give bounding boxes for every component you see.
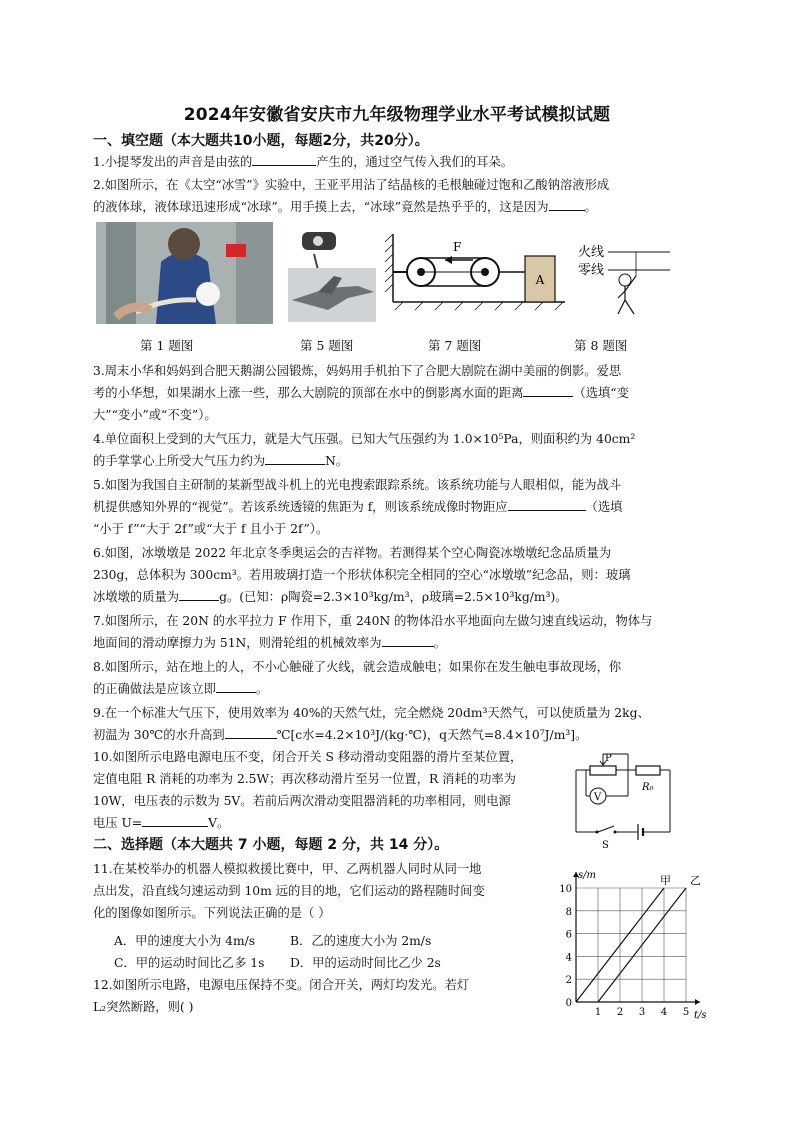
x-tick-label: 3 — [638, 1007, 646, 1018]
series-label-1: 乙 — [690, 874, 701, 887]
question-11 — [93, 858, 543, 924]
q6-line-1: 6.如图，冰墩墩是 2022 年北京冬季奥运会的吉祥物。若测得某个空心陶瓷冰墩墩纪念品质量为 — [93, 546, 612, 560]
q4-text-b: N。 — [325, 454, 349, 468]
q2-line-1: 2.如图所示，在《太空“冰雪”》实验中，王亚平用沾了结晶核的毛根触碰过饱和乙酸钠溶液形成 — [93, 178, 610, 192]
force-f-label: F — [453, 240, 462, 254]
q11-option-a[interactable]: A．甲的速度大小为 4m/s — [114, 934, 256, 948]
question-12 — [93, 974, 543, 1018]
answer-blank[interactable] — [252, 153, 316, 166]
x-tick-label: 5 — [682, 1007, 690, 1018]
figure-7-pulley — [385, 234, 565, 314]
q8-text-a: 的正确做法是应该立即 — [93, 682, 216, 696]
x-tick-label: 2 — [616, 1007, 624, 1018]
q6-line-2: 230g，总体积为 300cm³。若用玻璃打造一个形状体积完全相同的空心“冰墩墩”纪念品，则：玻璃 — [93, 568, 631, 582]
q4-line-1: 4.单位面积上受到的大气压力，就是大气压强。已知大气压强约为 1.0×10⁵Pa，则面积约为 40cm² — [93, 432, 636, 446]
y-tick-label: 10 — [559, 884, 572, 895]
question-2 — [93, 174, 703, 218]
question-3 — [93, 360, 703, 426]
q9-text-b: ℃[c水=4.2×10³J/(kg·℃)，q天然气=8.4×10⁷J/m³]。 — [276, 728, 588, 742]
x-tick-label: 4 — [660, 1007, 668, 1018]
q5-line-3: “小于 f”“大于 2f”或“大于 f 且小于 2f”）。 — [93, 522, 329, 536]
y-axis-label: s/m — [578, 870, 596, 881]
q11-option-d[interactable]: D．甲的运动时间比乙少 2s — [290, 956, 441, 970]
answer-blank[interactable] — [265, 452, 325, 465]
section-fill-in-heading: 一、填空题（本大题共10小题，每题2分，共20分）。 — [93, 133, 429, 149]
x-axis-arrow — [695, 999, 700, 1005]
y-tick-label: 2 — [565, 975, 572, 987]
question-6 — [93, 542, 703, 608]
q6-text-b: g。(已知：ρ陶瓷=2.3×10³kg/m³，ρ玻璃=2.5×10³kg/m³)。 — [219, 590, 568, 604]
answer-blank[interactable] — [142, 814, 208, 827]
block-a-label: A — [535, 273, 545, 287]
answer-blank[interactable] — [508, 498, 586, 511]
y-tick-label: 6 — [565, 929, 572, 941]
series-label-0: 甲 — [660, 874, 671, 887]
y-tick-label: 4 — [565, 952, 572, 964]
q10-line-1: 10.如图所示电路电源电压不变，闭合开关 S 移动滑动变阻器的滑片至某位置， — [93, 750, 523, 764]
q5-line-1: 5.如图为我国自主研制的某新型战斗机上的光电搜索跟踪系统。该系统功能与人眼相似，能为战斗 — [93, 478, 622, 492]
q9-line-1: 9.在一个标准大气压下，使用效率为 40%的天然气灶，完全燃烧 20dm³天然气，可以使质量为 2kg、 — [93, 706, 650, 720]
live-wire-label: 火线 — [578, 245, 605, 260]
q6-text-a: 冰墩墩的质量为 — [93, 590, 180, 604]
answer-blank[interactable] — [549, 198, 585, 211]
exam-title: 2024年安徽省安庆市九年级物理学业水平考试模拟试题 — [183, 105, 611, 125]
voltmeter-label: V — [594, 792, 602, 803]
figure-1-caption: 第 1 题图 — [140, 338, 194, 353]
figure-5-image — [288, 228, 376, 322]
q8-text-b: 。 — [255, 682, 269, 696]
answer-blank[interactable] — [523, 384, 573, 397]
switch-s-label: S — [602, 840, 609, 851]
astronaut-illustration — [96, 222, 273, 324]
question-1 — [93, 151, 703, 173]
q10-text-a: 电压 U= — [93, 816, 143, 830]
x-axis-label: t/s — [694, 1010, 707, 1021]
figure-8-caption: 第 8 题图 — [574, 338, 628, 353]
question-5 — [93, 474, 703, 540]
question-4 — [93, 428, 703, 472]
q10-line-3: 10W，电压表的示数为 5V。若前后两次滑动变阻器消耗的功率相同，则电源 — [93, 794, 511, 808]
resistor-r0-label: R₀ — [642, 782, 654, 793]
question-8 — [93, 656, 703, 700]
q3-line-3: 大”“变小”或“不变”）。 — [93, 408, 217, 422]
x-tick-label: 1 — [594, 1007, 602, 1018]
q3-text-a: 考的小华想，如果湖水上涨一些，那么大剧院的顶部在水中的倒影离水面的距离 — [93, 386, 524, 400]
section-choice-heading: 二、选择题（本大题共 7 小题，每题 2 分，共 14 分）。 — [93, 837, 449, 853]
figure-1-photo — [96, 222, 273, 324]
figure-5-caption: 第 5 题图 — [300, 338, 354, 353]
q10-circuit-diagram — [572, 752, 672, 851]
y-tick-label: 8 — [565, 906, 572, 918]
q11-option-c[interactable]: C．甲的运动时间比乙多 1s — [114, 956, 265, 970]
q11-line-2: 点出发，沿直线匀速运动到 10m 远的目的地，它们运动的路程随时间变 — [93, 884, 485, 898]
q4-text-a: 的手掌掌心上所受大气压力约为 — [93, 454, 266, 468]
answer-blank[interactable] — [216, 680, 256, 693]
q7-text-a: 地面间的滑动摩擦力为 51N，则滑轮组的机械效率为 — [93, 636, 382, 650]
q2-text-a: 的液体球，液体球迅速形成“冰球”。用手摸上去，“冰球”竟然是热乎乎的，这是因为 — [93, 200, 549, 214]
question-9 — [93, 702, 703, 746]
q1-text-b: 产生的，通过空气传入我们的耳朵。 — [316, 155, 514, 169]
answer-blank[interactable] — [382, 634, 434, 647]
q5-text-b: （选填 — [585, 500, 623, 514]
q9-text-a: 初温为 30℃的水升高到 — [93, 728, 225, 742]
q3-text-b: （选填“变 — [573, 386, 629, 400]
slider-p-label: P — [605, 753, 612, 764]
q11-line-3: 化的图像如图所示。下列说法正确的是（ ） — [93, 906, 331, 920]
q5-text-a: 机提供感知外界的“视觉”。若该系统透镜的焦距为 f，则该系统成像时物距应 — [93, 500, 508, 514]
q8-line-1: 8.如图所示，站在地上的人，不小心触碰了火线，就会造成触电；如果你在发生触电事故现场，你 — [93, 660, 622, 674]
q10-text-b: V。 — [208, 816, 230, 830]
q11-distance-time-chart — [540, 862, 707, 1022]
q7-line-1: 7.如图所示，在 20N 的水平拉力 F 作用下，重 240N 的物体沿水平地面向左做匀速直线运动，物体与 — [93, 614, 653, 628]
answer-blank[interactable] — [225, 726, 277, 739]
figure-7-caption: 第 7 题图 — [428, 338, 482, 353]
neutral-wire-label: 零线 — [578, 263, 605, 278]
q1-text-a: 1.小提琴发出的声音是由弦的 — [93, 155, 253, 169]
q10-line-2: 定值电阻 R 消耗的功率为 2.5W；再次移动滑片至另一位置，R 消耗的功率为 — [93, 772, 516, 786]
answer-blank[interactable] — [179, 588, 219, 601]
q7-text-b: 。 — [433, 636, 446, 650]
q3-line-1: 3.周末小华和妈妈到合肥天鹅湖公园锻炼，妈妈用手机拍下了合肥大剧院在湖中美丽的倒影。爱思 — [93, 364, 622, 378]
question-10 — [93, 746, 563, 834]
figure-8-electric-shock — [578, 236, 670, 316]
fighter-jet-illustration — [288, 228, 376, 322]
q12-line-1: 12.如图所示电路，电源电压保持不变。闭合开关，两灯均发光。若灯 — [93, 978, 470, 992]
q11-line-1: 11.在某校举办的机器人模拟救援比赛中，甲、乙两机器人同时从同一地 — [93, 862, 482, 876]
q11-option-b[interactable]: B．乙的速度大小为 2m/s — [290, 934, 432, 948]
q2-text-b: 。 — [584, 200, 597, 214]
y-tick-label: 0 — [565, 998, 572, 1009]
question-7 — [93, 610, 703, 654]
q12-line-2: L₂突然断路，则( ) — [93, 1000, 194, 1014]
